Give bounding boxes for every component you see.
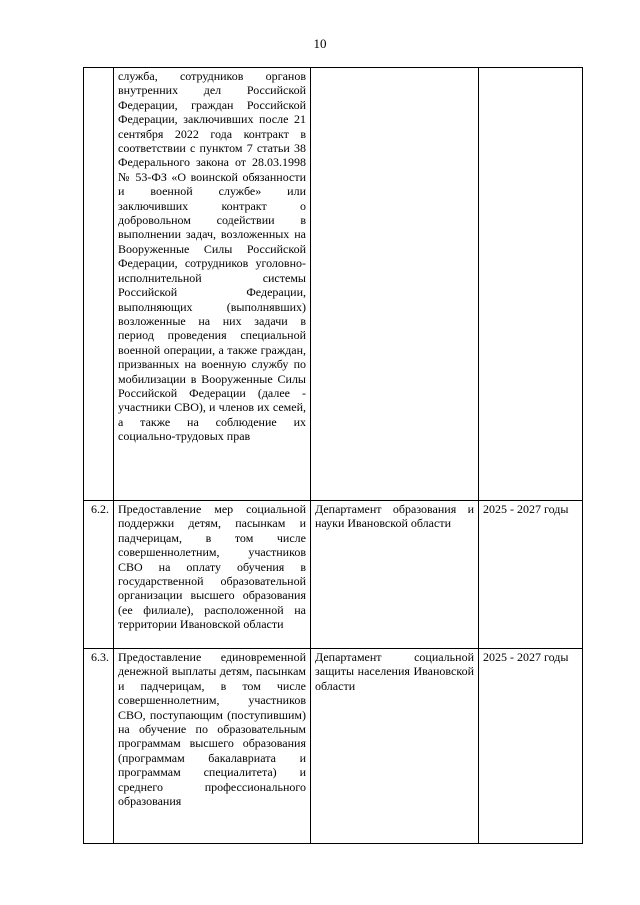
table-row	[84, 501, 583, 649]
responsible-executor: Департамент социальной защиты населения Ивановской области	[311, 649, 479, 844]
row-number	[84, 68, 114, 501]
row-number: 6.2.	[84, 501, 114, 649]
implementation-period: 2025 - 2027 годы	[479, 501, 583, 649]
measure-description: Предоставление единовременной денежной выплаты детям, пасынкам и падчерицам, в том числе совершеннолетним, участников СВО, поступающим (поступившим) на обучение по образовательным программам высшего образования (программам бакалавриата и программам специалитета) и среднего профессионального образования	[114, 649, 311, 844]
row-number: 6.3.	[84, 649, 114, 844]
implementation-period	[479, 68, 583, 501]
measures-table	[83, 67, 583, 844]
table-row	[84, 68, 583, 501]
measure-description: Предоставление мер социальной поддержки детям, пасынкам и падчерицам, в том числе совершеннолетним, участников СВО на оплату обучения в государственной образовательной организации высшего образования (ее филиале), расположенной на территории Ивановской области	[114, 501, 311, 649]
implementation-period: 2025 - 2027 годы	[479, 649, 583, 844]
responsible-executor	[311, 68, 479, 501]
responsible-executor: Департамент образования и науки Ивановской области	[311, 501, 479, 649]
page-number: 10	[313, 36, 327, 51]
table-row	[84, 649, 583, 844]
measure-description: служба, сотрудников органов внутренних дел Российской Федерации, граждан Российской Федерации, заключивших после 21 сентября 2022 года контракт в соответствии с пунктом 7 статьи 38 Федерального закона от 28.03.1998 № 53-ФЗ «О воинской обязанности и военной службе» или заключивших контракт о добровольном содействии в выполнении задач, возложенных на Вооруженные Силы Российской Федерации, сотрудников уголовно-исполнительной системы Российской Федерации, выполняющих (выполнявших) возложенные на них задачи в период проведения специальной военной операции, а также граждан, призванных на военную службу по мобилизации в Вооруженные Силы Российской Федерации (далее - участники СВО), и членов их семей, а также на соблюдение их социально-трудовых прав	[114, 68, 311, 501]
